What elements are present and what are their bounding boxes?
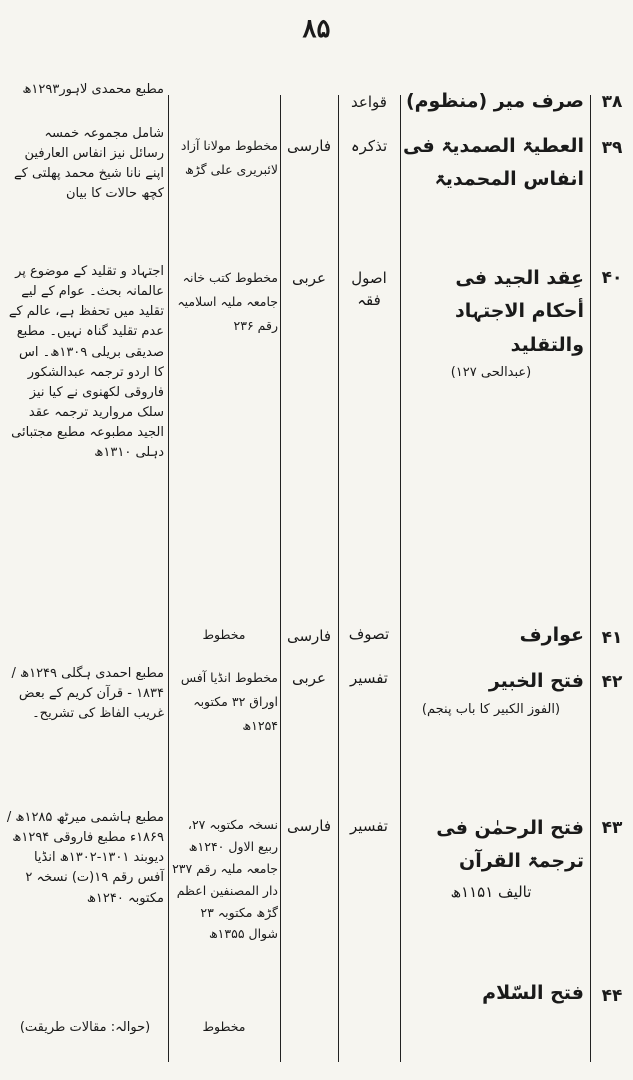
- entry-notes: مطبع احمدی ہگلی ۱۲۴۹ھ / ۱۸۳۴ - قرآن کریم کے بعض غریب الفاظ کی تشریح۔: [11, 666, 164, 722]
- entry-title-text: فتح الرحمٰن فی ترجمۃ القرآن: [436, 817, 584, 873]
- entry-title: [398, 812, 584, 905]
- column-divider: [280, 95, 281, 1062]
- entry-title-text: عِقد الجید فی أحکام الاجتہاد والتقلید: [454, 267, 584, 356]
- entry-subtitle: (عبدالحی ۱۲۷): [450, 364, 532, 380]
- entry-number: ۴۱: [601, 628, 623, 648]
- entry-manuscript: مخطوط کتب خانہ جامعہ ملیہ اسلامیہ رقم ۲۳۶: [177, 270, 278, 333]
- entry-number: ۴۰: [601, 268, 623, 288]
- entry-manuscript: مخطوط انڈیا آفس اوراق ۳۲ مکتوبہ ۱۲۵۴ھ: [180, 670, 278, 733]
- entry-subject: اصول فقہ: [351, 269, 387, 309]
- entry-title: [398, 664, 584, 722]
- entry-manuscript: مخطوط: [202, 1019, 246, 1034]
- entry-subject: تصوف: [348, 625, 390, 643]
- column-divider: [590, 95, 591, 1062]
- entry-manuscript: نسخہ مکتوبہ ۲۷، ربیع الاول ۱۲۴۰ھ جامعہ ملیہ رقم ۲۳۷ دار المصنفین اعظم گڑھ مکتوبہ ۲۳ شوال ۱۳۵۵ھ: [172, 817, 278, 942]
- page-number: ۸۵: [302, 14, 331, 44]
- entry-language: عربی: [292, 669, 326, 687]
- entry-subject: تفسیر: [350, 669, 388, 687]
- entry-notes: (حوالہ: مقالات طریقت): [19, 1020, 151, 1035]
- column-divider: [400, 95, 401, 1062]
- entry-title: عوارف: [519, 624, 584, 646]
- entry-notes: اجتہاد و تقلید کے موضوع پر عالمانہ بحث۔ عوام کے لیے تقلید میں تحفظ ہے، عالم کے عدم تقلید گناہ نہیں۔ مطبع صدیقی بریلی ۱۳۰۹ھ۔ اس کا اردو ترجمہ عبدالشکور فاروقی لکھنوی نے کیا نیز سلک مروارید ترجمہ عقد الجید مطبوعہ مطبع مجتبائی دہلی ۱۳۱۰ھ: [8, 264, 164, 461]
- entry-subject: قواعد: [351, 93, 387, 111]
- entry-language: فارسی: [286, 817, 332, 835]
- entry-subject: تذکرہ: [350, 137, 388, 155]
- entry-notes: مطبع محمدی لاہور۱۲۹۳ھ: [22, 82, 164, 97]
- entry-subject: تفسیر: [350, 817, 388, 835]
- entry-manuscript: مخطوط: [202, 627, 246, 642]
- entry-number: ۳۸: [601, 92, 623, 112]
- entry-number: ۴۲: [601, 672, 623, 692]
- entry-number: ۴۳: [601, 818, 623, 838]
- entry-language: فارسی: [286, 137, 332, 155]
- column-divider: [168, 95, 169, 1062]
- entry-number: ۳۹: [601, 138, 623, 158]
- entry-title: [398, 262, 584, 385]
- entry-title-text: فتح الخبیر: [488, 670, 584, 692]
- entry-title: فتح السّلام: [482, 982, 584, 1004]
- entry-title: صرف میر (منظوم): [405, 90, 584, 112]
- entry-notes: شامل مجموعہ خمسہ رسائل نیز انفاس العارفین اپنے نانا شیخ محمد پھلتی کے کچھ حالات کا بیان: [14, 126, 164, 202]
- entry-language: عربی: [292, 269, 326, 287]
- entry-language: فارسی: [286, 627, 332, 645]
- entry-number: ۴۴: [601, 986, 623, 1006]
- entry-notes: مطبع ہاشمی میرٹھ ۱۲۸۵ھ / ۱۸۶۹ء مطبع فاروقی ۱۲۹۴ھ دیوبند ۱۳۰۱-۱۳۰۲ھ انڈیا آفس رقم ۱۹(ت) نسخہ ۲ مکتوبہ ۱۲۴۰ھ: [6, 810, 164, 906]
- column-divider: [338, 95, 339, 1062]
- entry-title: العطیۃ الصمدیۃ فی انفاس المحمدیۃ: [402, 135, 584, 191]
- entry-subtitle: (الفوز الکبیر کا باب پنجم): [421, 702, 561, 718]
- entry-manuscript: مخطوط مولانا آزاد لائبریری علی گڑھ: [180, 138, 278, 177]
- entry-subtitle: تالیف ۱۱۵۱ھ: [450, 882, 532, 901]
